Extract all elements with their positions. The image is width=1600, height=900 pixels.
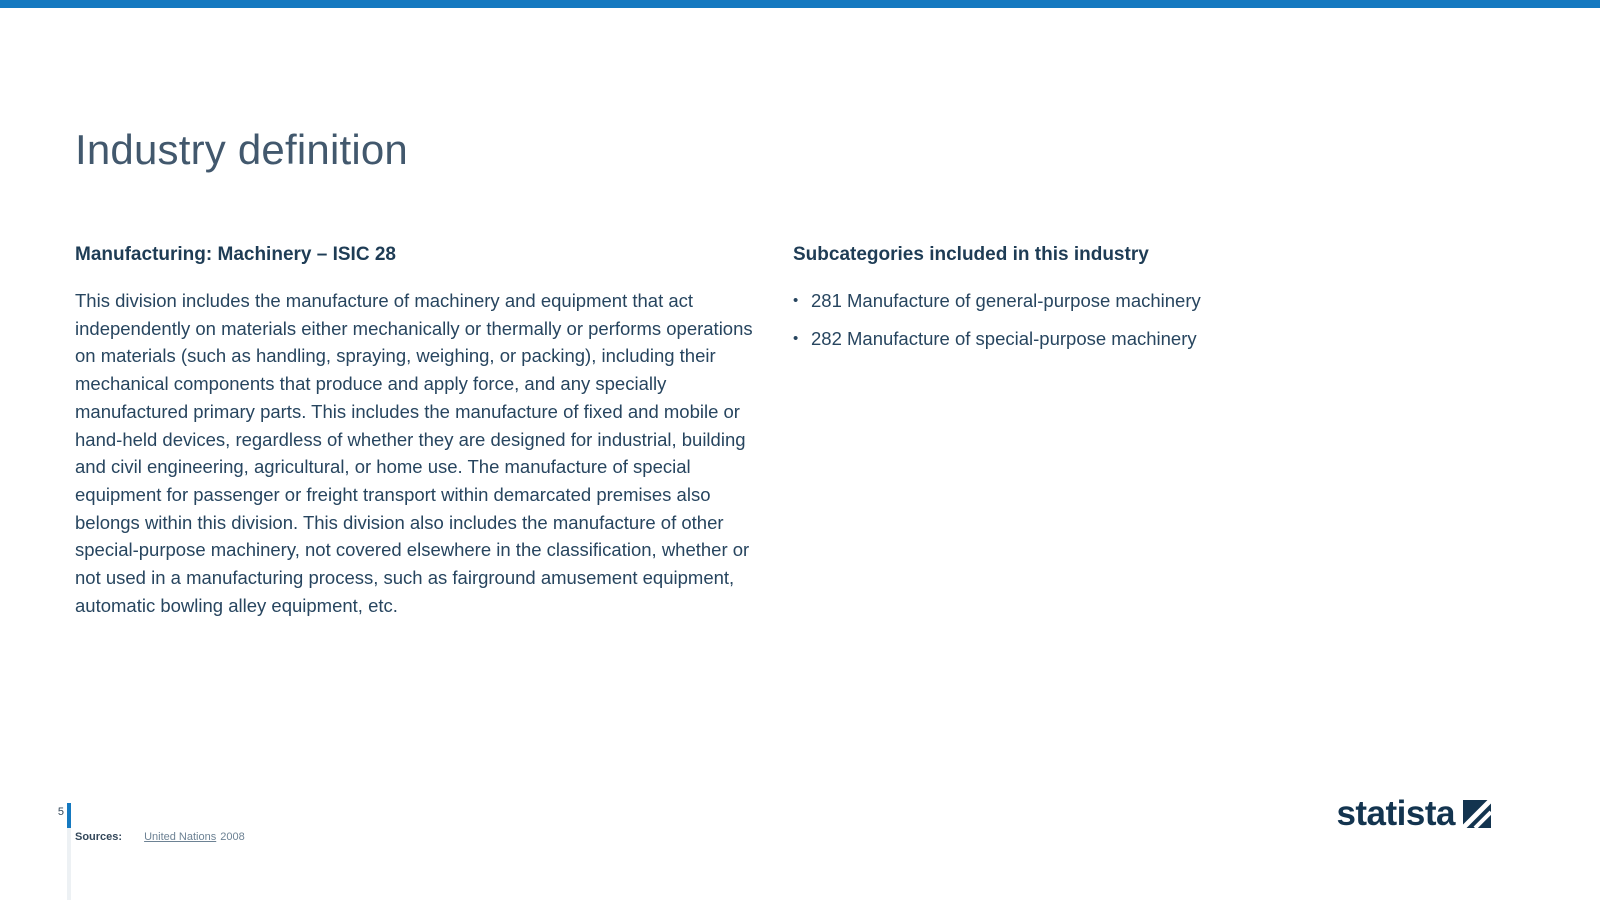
bullet-icon: • xyxy=(793,329,799,347)
sources-label: Sources: xyxy=(75,831,123,843)
industry-definition-column xyxy=(75,244,775,619)
subcategory-label: 282 Manufacture of special-purpose machinery xyxy=(811,327,1197,349)
page-number: 5 xyxy=(57,806,64,818)
subcategories-list xyxy=(793,287,1433,352)
list-item xyxy=(793,325,1433,353)
page-number-accent-tail xyxy=(67,828,71,900)
source-link[interactable]: United Nations xyxy=(144,831,217,843)
page-title: Industry definition xyxy=(75,126,408,174)
statista-logo xyxy=(1336,796,1491,831)
industry-heading: Manufacturing: Machinery – ISIC 28 xyxy=(75,244,396,265)
subcategories-heading: Subcategories included in this industry xyxy=(793,244,1149,265)
bullet-icon: • xyxy=(793,292,799,309)
source-year: 2008 xyxy=(220,831,245,843)
sources-line xyxy=(75,831,245,843)
industry-description: This division includes the manufacture of machinery and equipment that act independently on materials either mechanically or thermally or performs operations on materials (such as handling, spraying, weighing, or packing), including their mechanical components that produce and apply force, and any specially manufactured primary parts. This includes the manufacture of fixed and mobile or hand-held devices, regardless of whether they are designed for industrial, building and civil engineering, agricultural, or home use. The manufacture of special equipment for passenger or freight transport within demarcated premises also belongs within this division. This division also includes the manufacture of other special-purpose machinery, not covered elsewhere in the classification, whether or not used in a manufacturing process, such as fairground amusement equipment, automatic bowling alley equipment, etc. xyxy=(75,290,753,616)
top-accent-bar xyxy=(0,0,1600,8)
subcategory-label: 281 Manufacture of general-purpose machinery xyxy=(811,290,1201,311)
statista-wordmark: statista xyxy=(1336,794,1455,833)
list-item xyxy=(793,287,1433,315)
subcategories-column xyxy=(793,244,1433,362)
page-number-accent-bar xyxy=(67,803,71,828)
statista-logo-icon xyxy=(1463,800,1491,828)
